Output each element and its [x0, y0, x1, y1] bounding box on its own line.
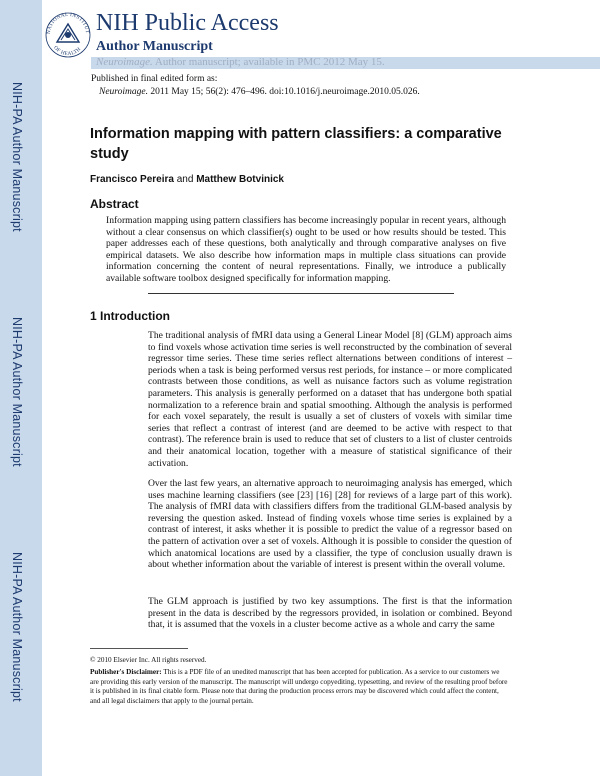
nih-seal-logo	[43, 4, 93, 66]
band-note: Author manuscript; available in PMC 2012 May 15.	[154, 56, 385, 68]
paper-title: Information mapping with pattern classifiers: a comparative study	[90, 126, 502, 162]
abstract-text: Information mapping using pattern classifiers has become increasingly popular in recent years, although without a clear consensus on which classifier(s) ought to be used or how results should be tested. This paper addresses each of these questions, both analytically and through comparative analyses on five empirical datasets. We also describe how information maps in multiple class situations can provide information concerning the content of neural representations. Finally, we introduce a publically available software toolbox designed specifically for information mapping.	[106, 215, 506, 284]
svg-text:OF HEALTH: OF HEALTH	[52, 44, 83, 58]
authors	[90, 174, 284, 185]
sidebar-label: NIH-PA Author Manuscript	[10, 317, 24, 467]
band-journal: Neuroimage.	[96, 56, 153, 68]
disclaimer-label: Publisher's Disclaimer:	[90, 668, 162, 676]
copyright-notice: © 2010 Elsevier Inc. All rights reserved.	[90, 656, 207, 664]
sidebar-band	[0, 0, 42, 776]
intro-paragraph: Over the last few years, an alternative approach to neuroimaging analysis has emerged, which uses machine learning classifiers (see [23] [16] [28] for reviews of a large part of this work). The analysis of fMRI data with classifiers differs from the traditional GLM-based analysis by reversing the question asked. Instead of finding voxels whose time series is explained by a contrast of interest, it asks whether it is possible to predict the value of a regressor based on the pattern of activation over a set of voxels. Although it is possible to consider the question of which anatomical locations are used by a classifier, the type of conclusion usually drawn is about whether information about the variable of interest is present within the overall volume.	[148, 478, 512, 571]
published-in-label: Published in final edited form as:	[91, 74, 218, 84]
introduction-heading: 1 Introduction	[90, 309, 170, 323]
abstract-divider	[148, 293, 454, 294]
sidebar-label: NIH-PA Author Manuscript	[10, 82, 24, 232]
intro-paragraph: The GLM approach is justified by two key assumptions. The first is that the information present in the data is described by the regressors provided, in isolation or combined. Beyond that, it is assumed that the voxels in a cluster become active as a whole and carry the same	[148, 596, 512, 631]
author-name: Matthew Botvinick	[196, 174, 284, 185]
sidebar-label: NIH-PA Author Manuscript	[10, 552, 24, 702]
author-name: Francisco Pereira	[90, 174, 174, 185]
abstract-heading: Abstract	[90, 197, 139, 211]
disclaimer-text: This is a PDF file of an unedited manuscript that has been accepted for publication. As a service to our customers we are providing this early version of the manuscript. The manuscript will undergo copyediting, typesetting, and review of the resulting proof before it is published in its final citable form. Please note that during the production process errors may be discovered which could affect the content, and all legal disclaimers that apply to the journal pertain.	[90, 668, 508, 705]
citation-ref: 2011 May 15; 56(2): 476–496. doi:10.1016/j.neuroimage.2010.05.026.	[150, 87, 420, 97]
svg-text:NATIONAL INSTITUTES: NATIONAL INSTITUT	[45, 11, 91, 35]
publisher-disclaimer	[90, 668, 510, 706]
availability-band	[91, 57, 600, 69]
citation	[99, 86, 420, 99]
publication-info	[91, 73, 420, 97]
intro-paragraph: The traditional analysis of fMRI data using a General Linear Model [8] (GLM) approach aims to find voxels whose activation time series is well reconstructed by the combination of several regressor time series. These time series reflect alternations between conditions of interest – periods when a task is being performed versus rest periods, for instance – or more complicated contrasts between those conditions, as well as nuisance factors such as volume registration parameters. This analysis is generally performed on a dataset that has undergone both spatial normalization to a reference brain and spatial smoothing. Although the analysis is performed for each voxel separately, the result is usually a set of clusters of voxels with similar time series that reflect a contrast of interest (and are deemed to be active with respect to that contrast). The reference brain is used to reduce that set of clusters to a list of cluster centroids and their anatomical location, together with a measure of statistical significance of their activation.	[148, 330, 512, 469]
nih-public-access-title: NIH Public Access	[96, 10, 279, 36]
citation-journal: Neuroimage.	[99, 87, 148, 97]
footnote-divider	[90, 648, 188, 649]
authors-conjunction: and	[176, 174, 194, 185]
author-manuscript-label: Author Manuscript	[96, 39, 213, 54]
